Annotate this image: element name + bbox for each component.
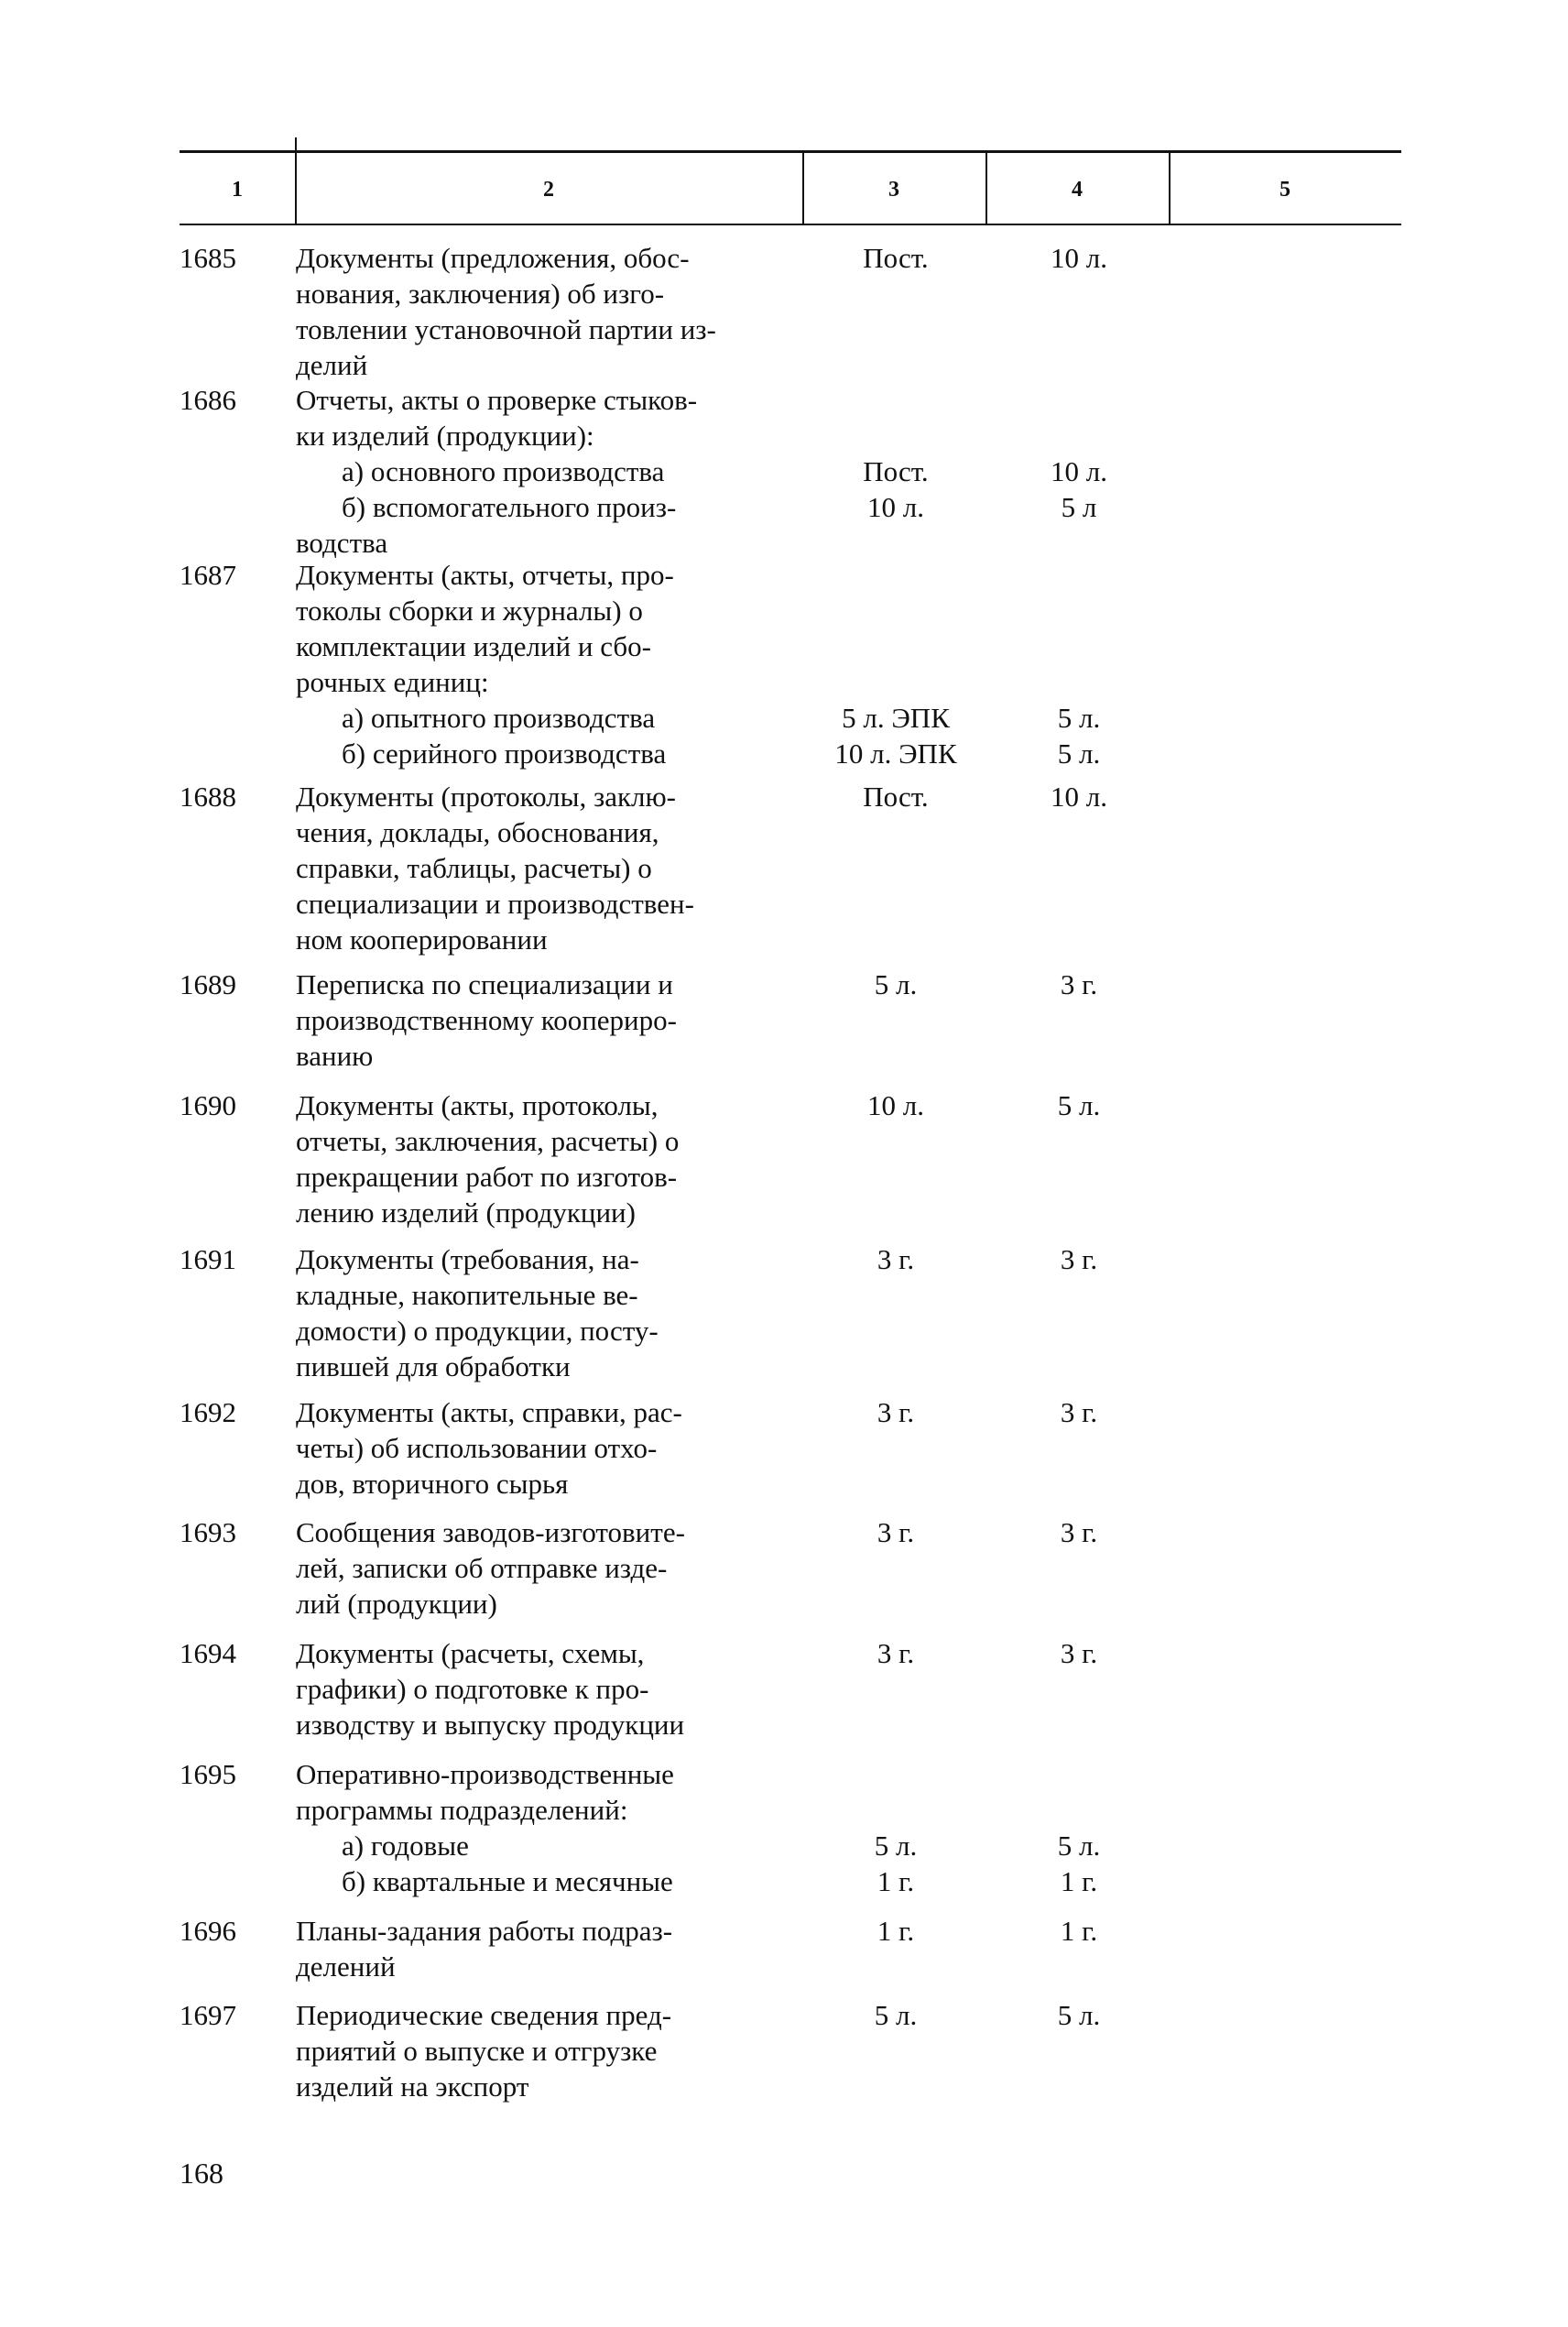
row-col4: 5 л. — [1057, 1999, 1101, 2031]
sub-item-col4: 5 л. — [1057, 1830, 1101, 1862]
row-number: 1686 — [180, 384, 236, 416]
row-number: 1691 — [180, 1243, 236, 1275]
row-number: 1692 — [180, 1396, 236, 1428]
description-line: дов, вторичного сырья — [296, 1468, 569, 1500]
row-number: 1685 — [180, 242, 236, 274]
description-line: ки изделий (продукции): — [296, 420, 594, 452]
header-col-3: 3 — [888, 177, 899, 202]
row-col3: 1 г. — [877, 1915, 915, 1947]
sub-item-col4: 5 л. — [1057, 702, 1101, 734]
row-description — [296, 240, 809, 383]
description-line: лий (продукции) — [296, 1588, 497, 1620]
row-description — [296, 1913, 809, 1984]
header-col-2: 2 — [543, 177, 554, 202]
description-line: приятий о выпуске и отгрузке — [296, 2035, 658, 2067]
description-line: Документы (акты, отчеты, про- — [296, 559, 674, 591]
row-col4: 3 г. — [1060, 1243, 1098, 1275]
description-line: лей, записки об отправке изде- — [296, 1552, 668, 1584]
row-description — [296, 1394, 809, 1502]
description-line: токолы сборки и журналы) о — [296, 595, 643, 627]
description-line: пившей для обработки — [296, 1350, 571, 1382]
description-line: Документы (требования, на- — [296, 1243, 639, 1275]
row-col3: 3 г. — [877, 1243, 915, 1275]
row-number: 1687 — [180, 559, 236, 591]
description-line: Документы (протоколы, заклю- — [296, 781, 676, 813]
sub-item-col3: 10 л. ЭПК — [834, 737, 957, 770]
row-col4: 3 г. — [1060, 1516, 1098, 1548]
description-line: специализации и производствен- — [296, 888, 694, 920]
sub-item-label: б) квартальные и месячные — [342, 1865, 673, 1897]
row-number: 1697 — [180, 1999, 236, 2031]
description-line: Сообщения заводов-изготовите- — [296, 1516, 685, 1548]
description-line: Переписка по специализации и — [296, 968, 673, 1000]
description-line: чения, доклады, обоснования, — [296, 816, 659, 848]
description-line: изделий на экспорт — [296, 2070, 529, 2103]
row-description — [296, 1635, 809, 1743]
sub-item-col3: 5 л. ЭПК — [842, 702, 950, 734]
row-col3: 3 г. — [877, 1396, 915, 1428]
row-description — [296, 382, 809, 561]
description-line: делений — [296, 1950, 396, 1983]
description-line: четы) об использовании отхо- — [296, 1432, 658, 1464]
description-line: делий — [296, 349, 368, 381]
row-col3: 10 л. — [867, 1089, 924, 1121]
row-number: 1693 — [180, 1516, 236, 1548]
row-description — [296, 1756, 809, 1899]
description-line: нования, заключения) об изго- — [296, 278, 665, 310]
row-col3: 5 л. — [874, 1999, 918, 2031]
row-number: 1689 — [180, 968, 236, 1000]
row-col3: 3 г. — [877, 1516, 915, 1548]
sub-item-col4: 10 л. — [1051, 455, 1107, 487]
sub-item-col4: 1 г. — [1060, 1865, 1098, 1897]
row-col4: 3 г. — [1060, 968, 1098, 1000]
description-line: ном кооперировании — [296, 923, 548, 956]
sub-item-label: а) основного производства — [342, 455, 665, 487]
row-description — [296, 1087, 809, 1230]
row-number: 1694 — [180, 1637, 236, 1669]
sub-item-col4: 5 л — [1061, 491, 1097, 523]
row-col4: 5 л. — [1057, 1089, 1101, 1121]
description-line: товлении установочной партии из- — [296, 313, 716, 345]
description-line: Периодические сведения пред- — [296, 1999, 672, 2031]
row-number: 1688 — [180, 781, 236, 813]
description-line: Отчеты, акты о проверке стыков- — [296, 384, 698, 416]
sub-item-col3: 5 л. — [874, 1830, 918, 1862]
page-number: 168 — [180, 2157, 223, 2190]
sub-item-label: б) серийного производства — [342, 737, 667, 770]
row-col4: 10 л. — [1051, 781, 1107, 813]
header-col-4: 4 — [1072, 177, 1083, 202]
description-line: изводству и выпуску продукции — [296, 1709, 685, 1741]
row-description — [296, 967, 809, 1074]
row-col3: Пост. — [863, 242, 929, 274]
row-description — [296, 1997, 809, 2104]
description-line: комплектации изделий и сбо- — [296, 630, 651, 662]
row-col4: 3 г. — [1060, 1396, 1098, 1428]
description-line: Документы (акты, протоколы, — [296, 1089, 659, 1121]
sub-item-label: а) годовые — [342, 1830, 469, 1862]
row-col3: 3 г. — [877, 1637, 915, 1669]
row-description — [296, 1514, 809, 1622]
row-number: 1696 — [180, 1915, 236, 1947]
row-description — [296, 1241, 809, 1384]
sub-item-col3: Пост. — [863, 455, 929, 487]
description-line: производственному коопериро- — [296, 1004, 677, 1036]
header-col-1: 1 — [232, 177, 243, 202]
row-description — [296, 779, 809, 957]
description-line: прекращении работ по изготов- — [296, 1161, 678, 1193]
row-col4: 10 л. — [1051, 242, 1107, 274]
sub-item-continuation: водства — [296, 527, 388, 559]
row-col3: Пост. — [863, 781, 929, 813]
sub-item-label: б) вспомогательного произ- — [342, 491, 677, 523]
header-col-5: 5 — [1279, 177, 1290, 202]
description-line: Планы-задания работы подраз- — [296, 1915, 673, 1947]
row-col4: 3 г. — [1060, 1637, 1098, 1669]
description-line: справки, таблицы, расчеты) о — [296, 852, 652, 884]
description-line: Оперативно-производственные — [296, 1758, 674, 1790]
description-line: Документы (расчеты, схемы, — [296, 1637, 645, 1669]
header-top-rule — [180, 150, 1401, 153]
description-line: Документы (предложения, обос- — [296, 242, 690, 274]
description-line: кладные, накопительные ве- — [296, 1279, 638, 1311]
sub-item-label: а) опытного производства — [342, 702, 656, 734]
row-number: 1690 — [180, 1089, 236, 1121]
description-line: рочных единиц: — [296, 666, 489, 698]
sub-item-col3: 10 л. — [867, 491, 924, 523]
description-line: домости) о продукции, посту- — [296, 1315, 659, 1347]
row-col3: 5 л. — [874, 968, 918, 1000]
row-number: 1695 — [180, 1758, 236, 1790]
description-line: лению изделий (продукции) — [296, 1196, 636, 1229]
description-line: ванию — [296, 1040, 374, 1072]
description-line: программы подразделений: — [296, 1794, 628, 1826]
sub-item-col4: 5 л. — [1057, 737, 1101, 770]
description-line: графики) о подготовке к про- — [296, 1673, 649, 1705]
row-col4: 1 г. — [1060, 1915, 1098, 1947]
description-line: Документы (акты, справки, рас- — [296, 1396, 682, 1428]
row-description — [296, 557, 809, 771]
sub-item-col3: 1 г. — [877, 1865, 915, 1897]
description-line: отчеты, заключения, расчеты) о — [296, 1125, 680, 1157]
